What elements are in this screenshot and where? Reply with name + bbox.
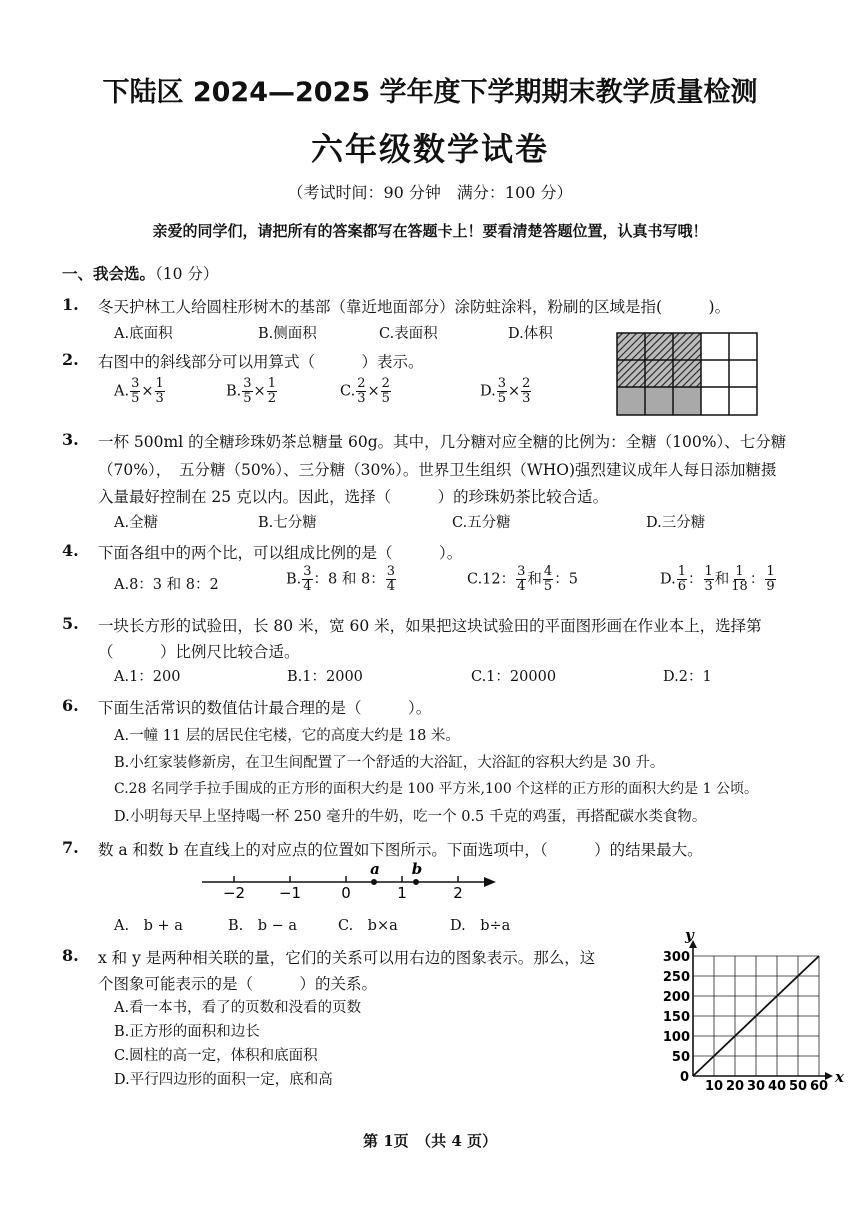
q1-option-c: C.表面积 xyxy=(379,326,438,342)
q4-option-c: C.12： $\frac{3}{4}$ 和 $\frac{4}{5}$ ：5 xyxy=(467,564,578,594)
q3-line3: 入量最好控制在 25 克以内。因此，选择（ ）的珍珠奶茶比较合适。 xyxy=(98,488,609,506)
q4-option-d: D. $\frac{1}{6}$ ： $\frac{1}{3}$ 和 $\frac{1}{18}$ ： $\frac{1}{9}$ xyxy=(660,564,775,594)
y-tick-label: 100 xyxy=(662,1030,690,1045)
q8-chart xyxy=(650,926,844,1098)
q1-number: 1. xyxy=(62,295,79,314)
q8-option-a: A.看一本书，看了的页数和没看的页数 xyxy=(114,1000,362,1016)
x-tick-label: 40 xyxy=(767,1079,787,1094)
q7-number-line xyxy=(198,858,500,904)
q8-option-b: B.正方形的面积和边长 xyxy=(114,1024,260,1040)
x-tick-label: 50 xyxy=(788,1079,808,1094)
q2-option-c: C. $\frac{2}{3}$ × $\frac{2}{5}$ xyxy=(340,376,390,406)
q4-number: 4. xyxy=(62,541,79,560)
q5-line2: （ ）比例尺比较合适。 xyxy=(98,643,300,661)
q3-number: 3. xyxy=(62,430,79,449)
point-a xyxy=(371,879,377,885)
exam-title: 下陆区 2024—2025 学年度下学期期末教学质量检测 xyxy=(102,77,758,108)
y-tick-label: 300 xyxy=(662,950,690,965)
exam-info: （考试时间：90 分钟 满分：100 分） xyxy=(287,183,573,202)
number-line-tick-label: 1 xyxy=(397,884,407,902)
q6-option-a: A.一幢 11 层的居民住宅楼，它的高度大约是 18 米。 xyxy=(114,728,460,744)
q3-option-b: B.七分糖 xyxy=(258,515,317,531)
q6-option-d: D.小明每天早上坚持喝一杯 250 毫升的牛奶，吃一个 0.5 千克的鸡蛋，再搭配碳水类食物。 xyxy=(114,809,707,825)
q6-number: 6. xyxy=(62,696,79,715)
q1-option-d: D.体积 xyxy=(508,326,553,342)
q2-option-b: B. $\frac{3}{5}$ × $\frac{1}{2}$ xyxy=(226,376,276,406)
notice: 亲爱的同学们，请把所有的答案都写在答题卡上！要看清楚答题位置，认真书写哦！ xyxy=(152,222,708,240)
shaded-region xyxy=(617,387,701,415)
y-tick-label: 200 xyxy=(662,990,690,1005)
q7-option-a: A. b + a xyxy=(114,918,183,934)
q8-number: 8. xyxy=(62,946,79,965)
q7-number: 7. xyxy=(62,838,79,857)
q5-option-a: A.1：200 xyxy=(114,669,181,685)
section-title: 一、我会选。 xyxy=(62,264,156,283)
q6-text: 下面生活常识的数值估计最合理的是（ ）。 xyxy=(98,699,432,717)
q2-text: 右图中的斜线部分可以用算式（ ）表示。 xyxy=(98,353,424,371)
number-line-arrow xyxy=(484,877,496,887)
exam-subtitle: 六年级数学试卷 xyxy=(310,130,549,168)
q6-option-c: C.28 名同学手拉手围成的正方形的面积大约是 100 平方米,100 个这样的正方形的面积大约是 1 公顷。 xyxy=(114,781,758,797)
section-heading xyxy=(62,262,218,284)
q2-option-d: D. $\frac{3}{5}$ × $\frac{2}{3}$ xyxy=(480,376,531,406)
q7-option-c: C. b×a xyxy=(338,918,398,934)
x-axis-label: x xyxy=(835,1068,844,1086)
q8-line2: 个图象可能表示的是（ ）的关系。 xyxy=(98,975,378,993)
q3-option-d: D.三分糖 xyxy=(646,515,706,531)
x-tick-label: 60 xyxy=(809,1079,829,1094)
q7-option-b: B. b − a xyxy=(228,918,298,934)
origin-label: 0 xyxy=(679,1070,689,1085)
q4-text: 下面各组中的两个比，可以组成比例的是（ ）。 xyxy=(98,544,463,562)
section-score: （10 分） xyxy=(155,265,219,283)
point-b-label: b xyxy=(411,860,423,878)
x-tick-label: 10 xyxy=(704,1079,724,1094)
q3-line1: 一杯 500ml 的全糖珍珠奶茶总糖量 60g。其中，几分糖对应全糖的比例为：全糖（100%）、七分糖 xyxy=(98,433,787,451)
y-tick-label: 150 xyxy=(662,1010,690,1025)
x-tick-label: 20 xyxy=(725,1079,745,1094)
q5-option-b: B.1：2000 xyxy=(287,669,363,685)
point-b xyxy=(413,879,419,885)
y-tick-label: 250 xyxy=(662,970,690,985)
q1-option-a: A.底面积 xyxy=(114,326,173,342)
q3-option-a: A.全糖 xyxy=(114,515,159,531)
q6-option-b: B.小红家装修新房，在卫生间配置了一个舒适的大浴缸，大浴缸的容积大约是 30 升。 xyxy=(114,755,665,771)
q4-option-b: B. $\frac{3}{4}$ ：8 和 8： $\frac{3}{4}$ xyxy=(286,564,395,594)
q3-line2: （70%）， 五分糖（50%）、三分糖（30%）。世界卫生组织（WHO)强烈建议成年人每日添加糖摄 xyxy=(98,461,777,479)
q7-text: 数 a 和数 b 在直线上的对应点的位置如下图所示。下面选项中，（ ）的结果最大。 xyxy=(98,841,703,859)
number-line-tick-label: 0 xyxy=(341,884,351,902)
q4-option-a: A.8：3 和 8：2 xyxy=(114,577,219,593)
number-line-tick-label: 2 xyxy=(453,884,463,902)
q7-option-d: D. b÷a xyxy=(450,918,511,934)
q3-option-c: C.五分糖 xyxy=(452,515,511,531)
q1-text: 冬天护林工人给圆柱形树木的基部（靠近地面部分）涂防蛀涂料，粉刷的区域是指( )。 xyxy=(98,298,731,316)
q2-option-a: A. $\frac{3}{5}$ × $\frac{1}{3}$ xyxy=(114,376,164,406)
point-a-label: a xyxy=(370,860,380,878)
q5-option-d: D.2：1 xyxy=(663,669,712,685)
x-tick-label: 30 xyxy=(746,1079,766,1094)
q5-number: 5. xyxy=(62,614,79,633)
q2-fraction-figure xyxy=(616,332,758,416)
q5-option-c: C.1：20000 xyxy=(471,669,557,685)
y-axis-label: y xyxy=(685,926,694,944)
q8-line1: x 和 y 是两种相关联的量，它们的关系可以用右边的图象表示。那么，这 xyxy=(98,949,596,967)
q2-number: 2. xyxy=(62,350,79,369)
y-tick-label: 50 xyxy=(671,1050,690,1065)
q8-option-d: D.平行四边形的面积一定，底和高 xyxy=(114,1072,333,1088)
q5-line1: 一块长方形的试验田，长 80 米，宽 60 米，如果把这块试验田的平面图形画在作业本上，选择第 xyxy=(98,617,762,635)
page-footer: 第 1页 （共 4 页） xyxy=(362,1132,498,1150)
q8-option-c: C.圆柱的高一定，体积和底面积 xyxy=(114,1048,318,1064)
q1-option-b: B.侧面积 xyxy=(258,326,317,342)
number-line-tick-label: −1 xyxy=(278,884,302,902)
number-line-tick-label: −2 xyxy=(222,884,246,902)
